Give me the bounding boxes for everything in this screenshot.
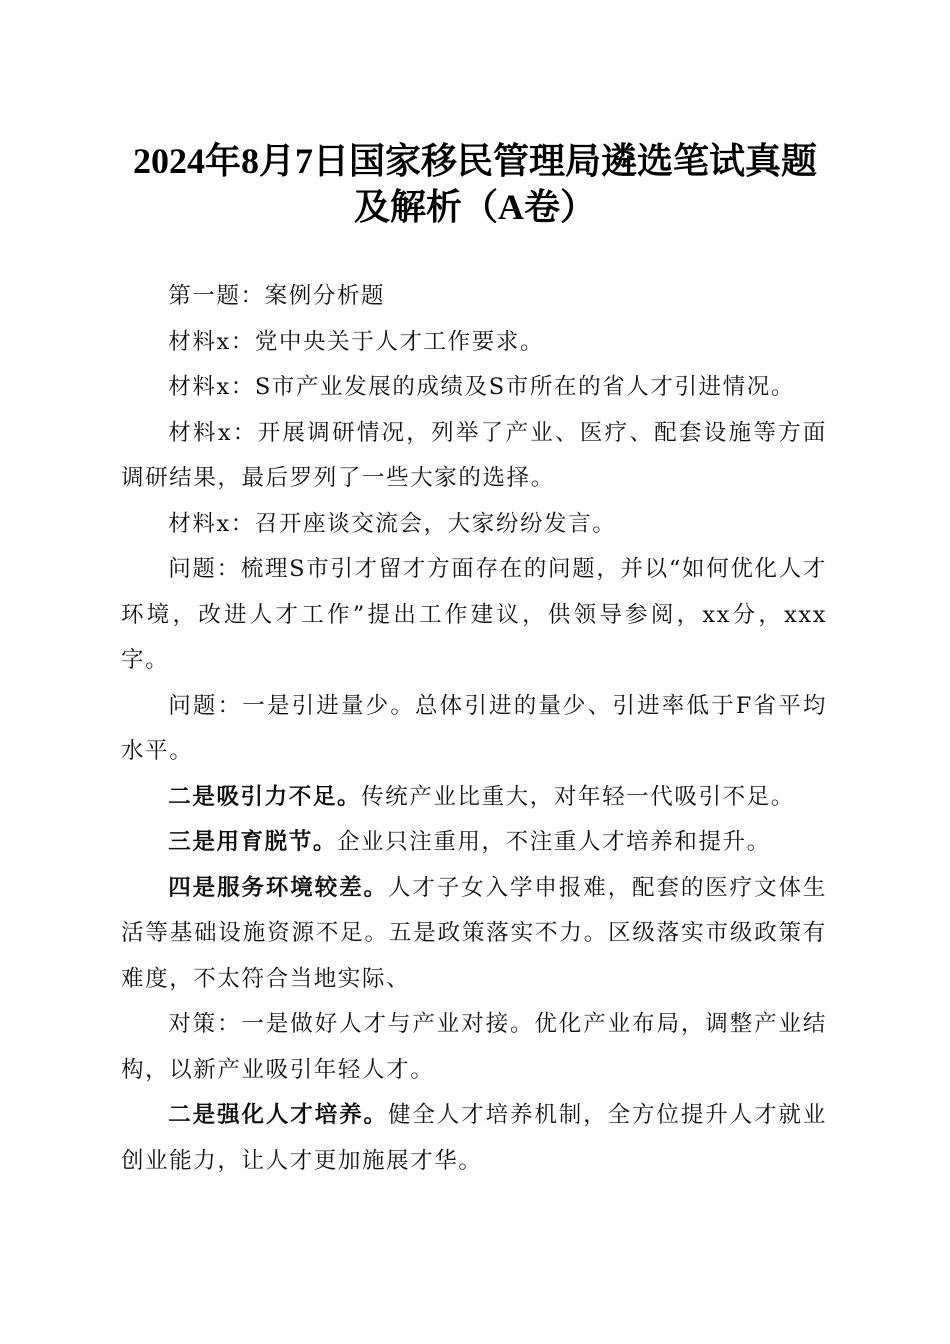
document-title-line-2: 及解析（A卷） xyxy=(354,187,596,227)
paragraph: 材料x：召开座谈交流会，大家纷纷发言。 xyxy=(168,510,617,537)
paragraph: 问题：一是引进量少。总体引进的量少、引进率低于F省平均水平。 xyxy=(121,692,827,764)
paragraph-lead: 二是强化人才培养。 xyxy=(168,1102,388,1128)
paragraph: 材料x：党中央关于人才工作要求。 xyxy=(168,328,545,355)
document-title-line-1: 2024年8月7日国家移民管理局遴选笔试真题 xyxy=(132,141,817,181)
paragraph-lead: 四是服务环境较差。 xyxy=(168,874,388,901)
paragraph-lead: 三是用育脱节。 xyxy=(168,829,337,855)
paragraph: 问题：梳理S市引才留才方面存在的问题，并以“如何优化人才环境，改进人才工作”提出工作建议，供领导参阅，xx分，xxx字。 xyxy=(121,556,827,673)
paragraph: 四是服务环境较差。人才子女入学申报难，配套的医疗文体生活等基础设施资源不足。五是政策落实不力。区级落实市级政策有难度，不太符合当地实际、 xyxy=(121,874,827,992)
document-body xyxy=(121,274,827,1184)
paragraph: 三是用育脱节。企业只注重用，不注重人才培养和提升。 xyxy=(168,829,771,855)
paragraph-lead: 二是吸引力不足。 xyxy=(168,783,362,810)
paragraph: 第一题：案例分析题 xyxy=(168,283,386,309)
paragraph: 材料x：S市产业发展的成绩及S市所在的省人才引进情况。 xyxy=(168,374,795,400)
paragraph: 二是强化人才培养。健全人才培养机制，全方位提升人才就业创业能力，让人才更加施展才华。 xyxy=(121,1102,827,1174)
paragraph: 材料x：开展调研情况，列举了产业、医疗、配套设施等方面调研结果，最后罗列了一些大家的选择。 xyxy=(121,419,827,491)
paragraph: 二是吸引力不足。传统产业比重大，对年轻一代吸引不足。 xyxy=(168,783,795,810)
paragraph: 对策：一是做好人才与产业对接。优化产业布局，调整产业结构，以新产业吸引年轻人才。 xyxy=(121,1011,827,1083)
